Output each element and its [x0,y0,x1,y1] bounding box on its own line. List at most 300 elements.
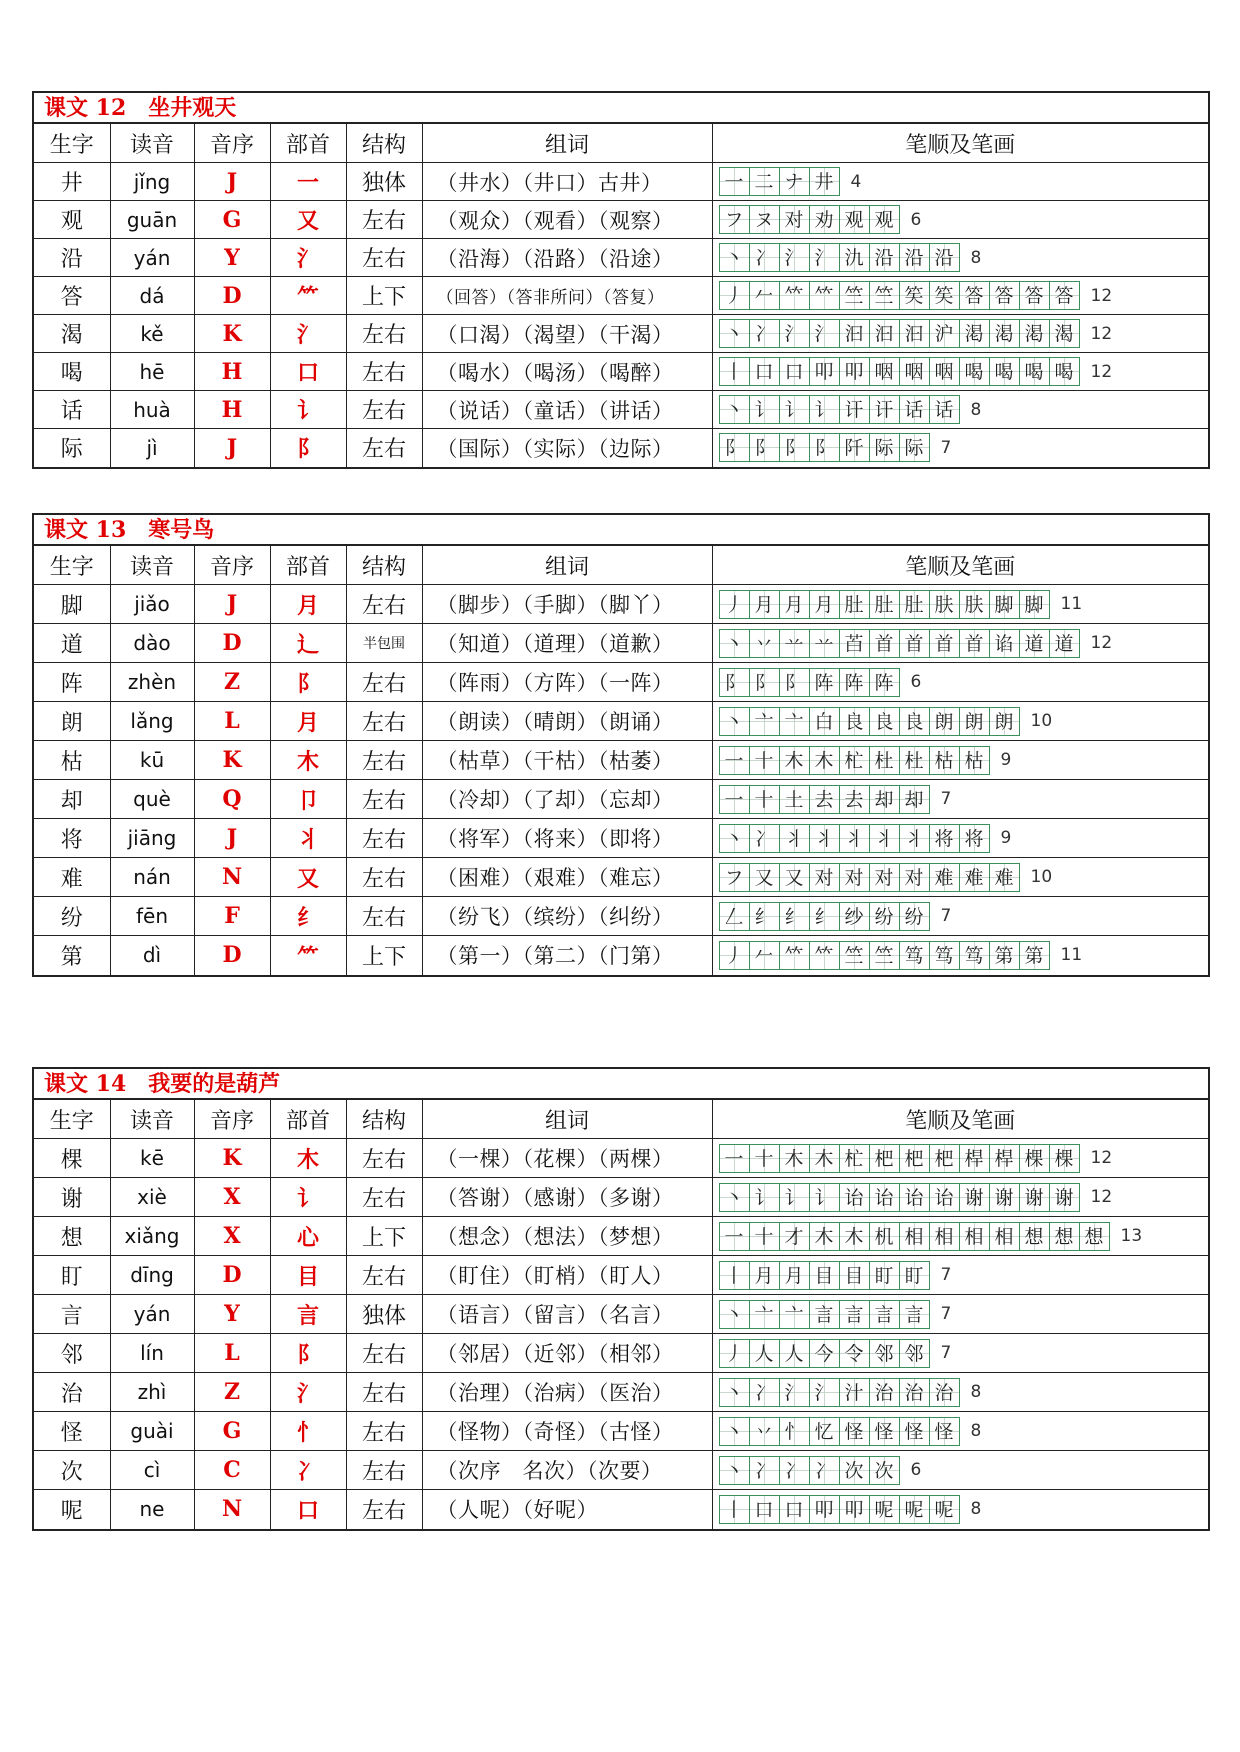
stroke-count: 4 [850,171,862,192]
radical-cell: 阝 [270,429,346,467]
stroke-step: 丶 [719,1300,750,1329]
lesson-title [34,515,1208,545]
stroke-step: 杜 [899,746,930,775]
stroke-step: 丨 [719,357,750,386]
stroke-step: 脚 [989,590,1020,619]
table-row [34,1451,1208,1490]
pinyin-cell: jiāng [110,819,194,858]
stroke-step: 丶 [719,629,750,658]
stroke-step: 讦 [839,395,870,424]
stroke-count: 8 [970,1382,982,1402]
table-row [34,741,1208,780]
radical-cell: 氵 [270,239,346,277]
table-row [34,1412,1208,1451]
pinyin-cell: dào [110,624,194,663]
stroke-count: 12 [1090,633,1113,653]
char-cell: 第 [34,936,110,975]
stroke-step: 人 [779,1339,810,1368]
table-row [34,1256,1208,1295]
stroke-step: 一 [719,746,750,775]
stroke-step: 阡 [839,433,870,462]
lesson-table-12 [32,91,1210,469]
structure-cell: 左右 [346,239,422,277]
lesson-number: 课文 13 [44,517,127,543]
stroke-order-cell [712,1373,1208,1412]
stroke-step: 冫 [779,1456,810,1485]
char-cell: 际 [34,429,110,467]
radical-cell: 卩 [270,780,346,819]
stroke-step: 首 [869,629,900,658]
stroke-step: 阝 [779,668,810,697]
table-row [34,277,1208,315]
stroke-step: 丬 [869,824,900,853]
radical-cell: 又 [270,201,346,239]
stroke-step: 丶 [719,243,750,272]
stroke-count: 6 [910,1460,922,1480]
stroke-step: 机 [869,1222,900,1251]
char-cell: 棵 [34,1139,110,1178]
stroke-step: 棵 [1019,1144,1050,1173]
lesson-title [34,93,1208,123]
pinyin-cell: guài [110,1412,194,1451]
column-header: 笔顺及笔画 [712,1100,1208,1139]
vocab-table [34,1099,1208,1529]
letter-cell: D [194,936,270,975]
stroke-step: 喝 [959,357,990,386]
table-row [34,1217,1208,1256]
stroke-order-cell [712,163,1208,201]
stroke-step: 答 [989,281,1020,310]
stroke-step: 叩 [839,1495,870,1524]
stroke-step: 纟 [809,902,840,931]
stroke-step: 汁 [839,1378,870,1407]
stroke-step: 咽 [869,357,900,386]
pinyin-cell: yán [110,239,194,277]
stroke-step: 良 [899,707,930,736]
stroke-step: 冫 [749,824,780,853]
stroke-step: 冫 [749,319,780,348]
stroke-step: 对 [869,863,900,892]
stroke-step: 喝 [989,357,1020,386]
stroke-step: 杷 [869,1144,900,1173]
stroke-order-cell [712,429,1208,467]
stroke-step: 棵 [1049,1144,1080,1173]
radical-cell: 氵 [270,315,346,353]
table-row [34,353,1208,391]
letter-cell: X [194,1178,270,1217]
pinyin-cell: jǐng [110,163,194,201]
stroke-step: 𠂉 [749,941,780,970]
stroke-step: 笶 [929,281,960,310]
pinyin-cell: zhì [110,1373,194,1412]
vocab-table [34,545,1208,975]
stroke-step: 丬 [779,824,810,853]
stroke-step: 月 [809,590,840,619]
stroke-order-cell [712,1217,1208,1256]
lesson-title [34,1069,1208,1099]
stroke-step: 𠃋 [719,902,750,931]
words-cell: （答谢）（感谢）（多谢） [422,1178,712,1217]
stroke-step: 桿 [959,1144,990,1173]
stroke-step: 沿 [869,243,900,272]
stroke-step: 阵 [869,668,900,697]
stroke-step: 想 [1079,1222,1110,1251]
stroke-order-cell [712,239,1208,277]
structure-cell: 左右 [346,1490,422,1529]
char-cell: 喝 [34,353,110,391]
stroke-step: 呢 [899,1495,930,1524]
stroke-step: フ [719,205,750,234]
stroke-order-cell [712,353,1208,391]
table-row [34,936,1208,975]
radical-cell: 口 [270,1490,346,1529]
stroke-count: 8 [970,1499,982,1520]
stroke-step: 丷 [749,629,780,658]
stroke-step: 汩 [869,319,900,348]
radical-cell: 一 [270,163,346,201]
stroke-step: 咽 [899,357,930,386]
stroke-step: 首 [959,629,990,658]
radical-cell: 木 [270,741,346,780]
stroke-step: 怪 [839,1417,870,1446]
stroke-order-cell [712,663,1208,702]
char-cell: 朗 [34,702,110,741]
radical-cell: 又 [270,858,346,897]
stroke-order-cell [712,819,1208,858]
pinyin-cell: kē [110,1139,194,1178]
pinyin-cell: xiǎng [110,1217,194,1256]
words-cell: （纷飞）（缤纷）（纠纷） [422,897,712,936]
words-cell: （说话）（童话）（讲话） [422,391,712,429]
pinyin-cell: fēn [110,897,194,936]
stroke-order-cell [712,624,1208,663]
pinyin-cell: dì [110,936,194,975]
pinyin-cell: yán [110,1295,194,1334]
stroke-count: 10 [1030,711,1053,731]
structure-cell: 左右 [346,391,422,429]
column-header: 读音 [110,1100,194,1139]
pinyin-cell: zhèn [110,663,194,702]
stroke-order-cell [712,1334,1208,1373]
stroke-step: 道 [1049,629,1080,658]
stroke-count: 7 [940,906,952,926]
stroke-step: 杷 [929,1144,960,1173]
stroke-step: 丶 [719,1417,750,1446]
stroke-step: 忆 [809,1417,840,1446]
stroke-order-cell [712,391,1208,429]
table-row [34,702,1208,741]
letter-cell: J [194,819,270,858]
stroke-step: 月 [749,1261,780,1290]
stroke-step: 杧 [839,1144,870,1173]
words-cell: （口渴）（渴望）（干渴） [422,315,712,353]
structure-cell: 左右 [346,429,422,467]
header-row [34,124,1208,163]
stroke-step: 阝 [749,668,780,697]
lesson-name: 坐井观天 [148,95,237,121]
table-row [34,780,1208,819]
stroke-step: 喝 [1019,357,1050,386]
header-row [34,546,1208,585]
stroke-step: 亠 [779,707,810,736]
stroke-step: 氵 [779,243,810,272]
char-cell: 想 [34,1217,110,1256]
stroke-step: 丶 [719,319,750,348]
letter-cell: Q [194,780,270,819]
radical-cell: 目 [270,1256,346,1295]
column-header: 音序 [194,124,270,163]
lesson-number: 课文 12 [44,95,127,121]
words-cell: （人呢）（好呢） [422,1490,712,1529]
stroke-step: 谢 [959,1183,990,1212]
stroke-step: 沪 [929,319,960,348]
stroke-step: 阝 [749,433,780,462]
stroke-step: 纷 [899,902,930,931]
stroke-count: 12 [1090,1148,1113,1168]
column-header: 结构 [346,1100,422,1139]
stroke-count: 9 [1000,828,1012,848]
char-cell: 沿 [34,239,110,277]
stroke-step: 丨 [719,1495,750,1524]
char-cell: 话 [34,391,110,429]
stroke-order-cell [712,1295,1208,1334]
structure-cell: 左右 [346,1256,422,1295]
stroke-step: 想 [1049,1222,1080,1251]
table-row [34,1334,1208,1373]
stroke-step: 白 [809,707,840,736]
stroke-step: 言 [839,1300,870,1329]
structure-cell: 左右 [346,819,422,858]
table-row [34,391,1208,429]
structure-cell: 左右 [346,315,422,353]
char-cell: 次 [34,1451,110,1490]
stroke-order-cell [712,277,1208,315]
stroke-step: 纟 [779,902,810,931]
radical-cell: ⺮ [270,277,346,315]
stroke-step: 纟 [749,902,780,931]
words-cell: （冷却）（了却）（忘却） [422,780,712,819]
letter-cell: K [194,741,270,780]
letter-cell: Z [194,663,270,702]
stroke-step: 丿 [719,281,750,310]
lesson-number: 课文 14 [44,1071,127,1097]
words-cell: （喝水）（喝汤）（喝醉） [422,353,712,391]
stroke-step: ヌ [749,205,780,234]
char-cell: 言 [34,1295,110,1334]
pinyin-cell: lǎng [110,702,194,741]
stroke-count: 12 [1090,361,1113,382]
stroke-step: 丶 [719,707,750,736]
letter-cell: G [194,1412,270,1451]
char-cell: 邻 [34,1334,110,1373]
stroke-order-cell [712,741,1208,780]
stroke-step: 丶 [719,824,750,853]
stroke-step: 诒 [899,1183,930,1212]
letter-cell: J [194,585,270,624]
stroke-step: 第 [1019,941,1050,970]
table-row [34,819,1208,858]
column-header: 组词 [422,124,712,163]
stroke-step: 氵 [809,319,840,348]
stroke-step: 亠 [749,1300,780,1329]
radical-cell: 口 [270,353,346,391]
pinyin-cell: lín [110,1334,194,1373]
stroke-step: 目 [839,1261,870,1290]
radical-cell: 纟 [270,897,346,936]
stroke-step: 首 [899,629,930,658]
stroke-step: 目 [809,1261,840,1290]
stroke-step: 丶 [719,1456,750,1485]
stroke-step: 丶 [719,1183,750,1212]
stroke-order-cell [712,585,1208,624]
structure-cell: 左右 [346,1139,422,1178]
stroke-count: 11 [1060,594,1083,614]
stroke-step: 枯 [929,746,960,775]
radical-cell: 月 [270,702,346,741]
stroke-step: 呢 [869,1495,900,1524]
stroke-step: 谢 [989,1183,1020,1212]
table-row [34,1295,1208,1334]
stroke-order-cell [712,1139,1208,1178]
lesson-name: 我要的是葫芦 [148,1071,281,1097]
header-row [34,1100,1208,1139]
stroke-order-cell [712,1178,1208,1217]
stroke-step: 丬 [839,824,870,853]
lesson-name: 寒号鸟 [148,517,215,543]
stroke-step: 叩 [809,1495,840,1524]
stroke-step: 汩 [899,319,930,348]
words-cell: （将军）（将来）（即将） [422,819,712,858]
stroke-step: 氵 [809,1378,840,1407]
stroke-step: 良 [869,707,900,736]
radical-cell: 讠 [270,1178,346,1217]
char-cell: 却 [34,780,110,819]
table-row [34,1139,1208,1178]
char-cell: 盯 [34,1256,110,1295]
column-header: 音序 [194,1100,270,1139]
stroke-step: 杜 [869,746,900,775]
stroke-step: 却 [899,785,930,814]
radical-cell: 冫 [270,1451,346,1490]
radical-cell: 心 [270,1217,346,1256]
stroke-step: 竺 [839,281,870,310]
stroke-step: 月 [779,590,810,619]
stroke-step: 讦 [869,395,900,424]
letter-cell: K [194,315,270,353]
stroke-order-cell [712,1451,1208,1490]
letter-cell: X [194,1217,270,1256]
stroke-step: 丿 [719,941,750,970]
radical-cell: 言 [270,1295,346,1334]
stroke-step: 十 [749,1144,780,1173]
stroke-step: 二 [749,167,780,196]
stroke-step: 苩 [839,629,870,658]
stroke-step: 讠 [749,1183,780,1212]
char-cell: 枯 [34,741,110,780]
stroke-count: 11 [1060,945,1083,966]
char-cell: 将 [34,819,110,858]
stroke-step: 怪 [869,1417,900,1446]
radical-cell: 木 [270,1139,346,1178]
words-cell: （朗读）（晴朗）（朗诵） [422,702,712,741]
stroke-step: 纷 [869,902,900,931]
stroke-count: 7 [940,1304,952,1324]
table-row [34,663,1208,702]
stroke-step: 阝 [779,433,810,462]
stroke-step: 阝 [809,433,840,462]
stroke-step: 阵 [839,668,870,697]
column-header: 笔顺及笔画 [712,546,1208,585]
stroke-step: 渇 [1019,319,1050,348]
radical-cell: 月 [270,585,346,624]
stroke-step: 土 [779,785,810,814]
stroke-order-cell [712,897,1208,936]
letter-cell: H [194,353,270,391]
stroke-step: 𥫗 [779,941,810,970]
stroke-count: 12 [1090,285,1113,306]
pinyin-cell: xiè [110,1178,194,1217]
table-row [34,1490,1208,1529]
stroke-step: 相 [899,1222,930,1251]
pinyin-cell: dīng [110,1256,194,1295]
table-row [34,239,1208,277]
stroke-step: 井 [809,167,840,196]
stroke-step: 冫 [809,1456,840,1485]
stroke-step: 䒑 [779,629,810,658]
table-row [34,201,1208,239]
column-header: 结构 [346,546,422,585]
stroke-step: 氿 [839,243,870,272]
structure-cell: 左右 [346,663,422,702]
stroke-step: 木 [809,1222,840,1251]
words-cell: （语言）（留言）（名言） [422,1295,712,1334]
stroke-step: 治 [929,1378,960,1407]
stroke-step: 肚 [899,590,930,619]
column-header: 音序 [194,546,270,585]
stroke-step: 良 [839,707,870,736]
structure-cell: 独体 [346,1295,422,1334]
stroke-step: 肤 [929,590,960,619]
column-header: 组词 [422,546,712,585]
words-cell: （枯草）（干枯）（枯萎） [422,741,712,780]
stroke-count: 7 [940,1343,952,1363]
stroke-step: フ [719,863,750,892]
stroke-step: 口 [779,1495,810,1524]
words-cell: （次序 名次）（次要） [422,1451,712,1490]
structure-cell: 左右 [346,858,422,897]
stroke-step: 才 [779,1222,810,1251]
stroke-step: 汩 [839,319,870,348]
stroke-step: 渇 [989,319,1020,348]
letter-cell: N [194,1490,270,1529]
stroke-count: 8 [970,1421,982,1441]
radical-cell: 阝 [270,663,346,702]
pinyin-cell: jì [110,429,194,467]
stroke-count: 12 [1090,1187,1113,1207]
stroke-step: 渇 [959,319,990,348]
radical-cell: ⺮ [270,936,346,975]
stroke-count: 7 [940,789,952,809]
vocab-table [34,123,1208,467]
stroke-step: 谄 [989,629,1020,658]
table-row [34,897,1208,936]
words-cell: （治理）（治病）（医治） [422,1373,712,1412]
structure-cell: 上下 [346,277,422,315]
stroke-step: 冫 [749,243,780,272]
radical-cell: 辶 [270,624,346,663]
char-cell: 谢 [34,1178,110,1217]
stroke-count: 6 [910,672,922,692]
